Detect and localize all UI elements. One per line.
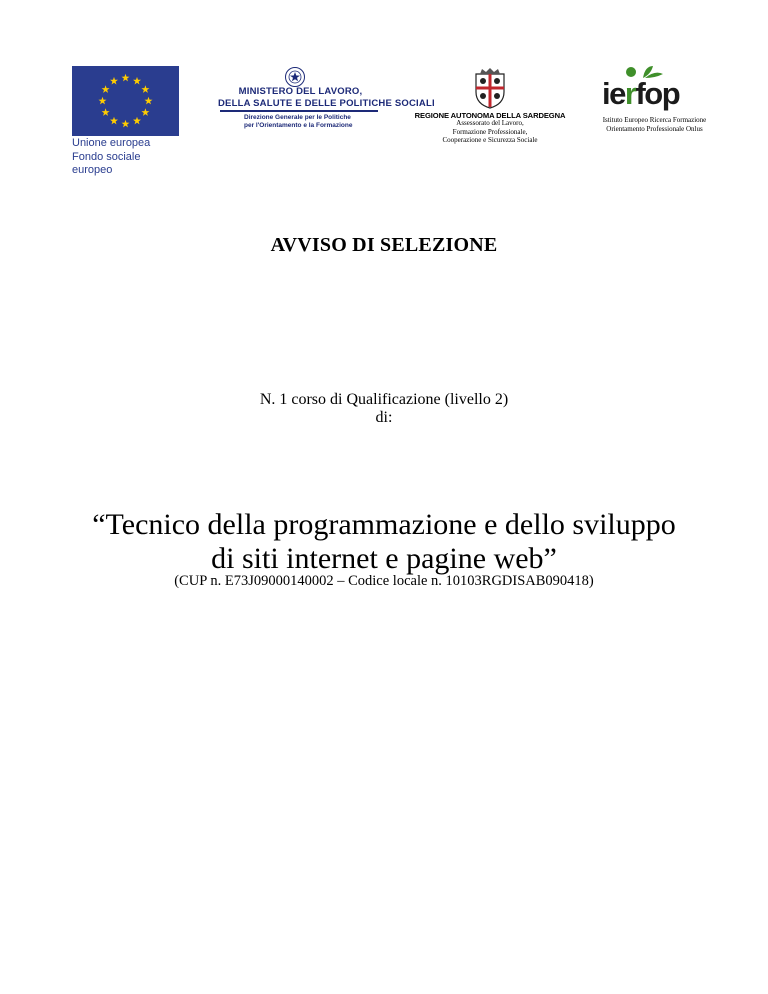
ierfop-description-line-2: Orientamento Professionale Onlus xyxy=(606,125,703,133)
italian-emblem-icon xyxy=(284,66,306,88)
eu-logo xyxy=(72,66,182,177)
eu-label-2: Fondo sociale europeo xyxy=(72,151,141,176)
ministero-subtitle: DELLA SALUTE E DELLE POLITICHE SOCIALI xyxy=(218,98,435,109)
sardegna-department-line-1: Assessorato del Lavoro, xyxy=(456,119,524,127)
sardegna-department xyxy=(405,119,575,145)
ierfop-logo xyxy=(582,62,727,138)
eu-flag-icon xyxy=(72,66,179,136)
cup-code: (CUP n. E73J09000140002 – Codice locale n. 10103RGDISAB090418) xyxy=(174,573,594,589)
notice-title: AVVISO DI SELEZIONE xyxy=(270,234,498,256)
course-name-line-1: “Tecnico della programmazione e dello sviluppo xyxy=(92,508,676,541)
ierfop-description-line-1: Istituto Europeo Ricerca Formazione xyxy=(602,116,707,124)
sardegna-department-line-3: Cooperazione e Sicurezza Sociale xyxy=(442,136,538,144)
course-description-line-2: di: xyxy=(375,409,393,426)
ministero-title: MINISTERO DEL LAVORO, xyxy=(238,86,363,97)
ierfop-letters-fop: fop xyxy=(635,76,680,111)
ierfop-letter-i: i xyxy=(602,76,610,111)
ierfop-letter-r: r xyxy=(624,76,636,111)
ministero-direction-1: Direzione Generale per le Politiche xyxy=(244,114,351,121)
course-description-line-1: N. 1 corso di Qualificazione (livello 2) xyxy=(259,391,509,408)
sardegna-title: REGIONE AUTONOMA DELLA SARDEGNA xyxy=(414,111,566,120)
eu-label-1: Unione europea xyxy=(72,137,151,149)
ierfop-wordmark xyxy=(602,76,679,112)
ierfop-description xyxy=(582,116,727,134)
sardegna-department-line-2: Formazione Professionale, xyxy=(452,127,528,136)
ministero-divider xyxy=(220,110,378,112)
sardegna-logo xyxy=(405,66,575,146)
course-name-line-2: di siti internet e pagine web” xyxy=(211,542,557,575)
ministero-logo xyxy=(218,66,435,132)
ministero-direction-2: per l'Orientamento e la Formazione xyxy=(244,122,353,129)
ierfop-letter-e: e xyxy=(609,76,625,111)
sardinia-coat-of-arms-icon xyxy=(470,68,510,110)
